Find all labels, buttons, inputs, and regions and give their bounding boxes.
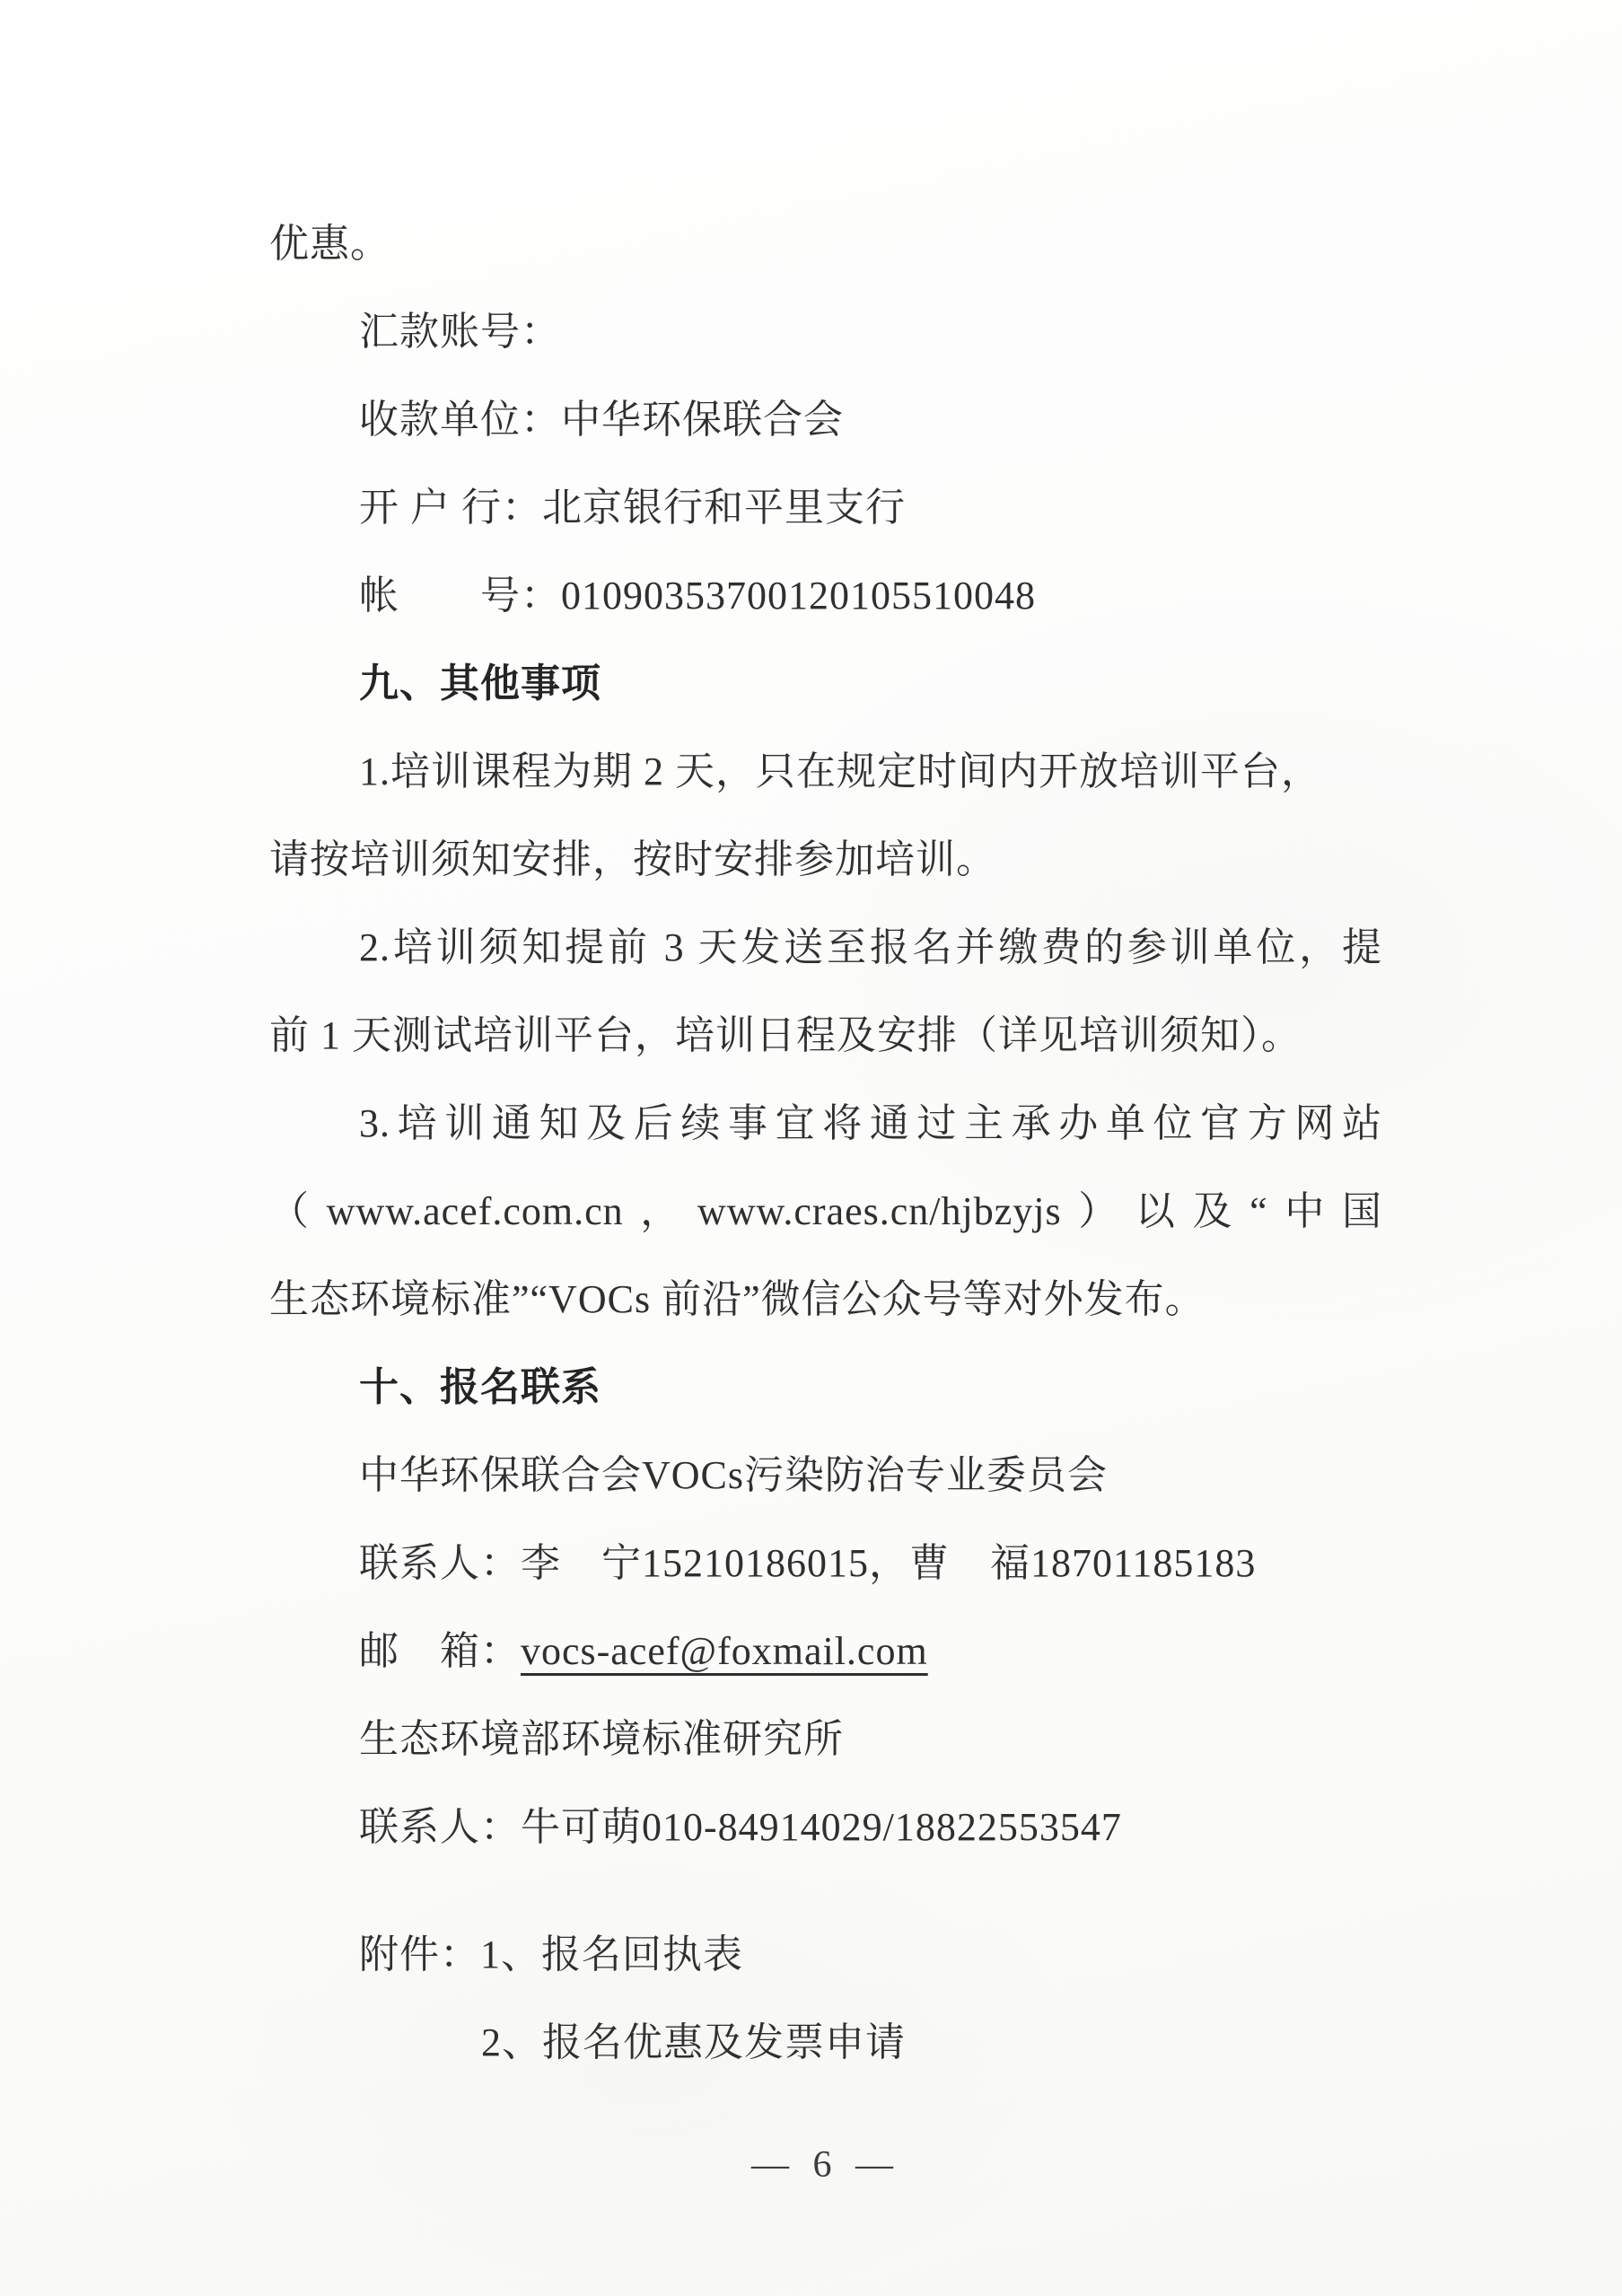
line-item2-part2: 前 1 天测试培训平台，培训日程及安排（详见培训须知）。 (269, 1013, 1302, 1057)
heading-section-9-other-matters: 九、其他事项 (359, 662, 601, 705)
email-label: 邮 箱： (359, 1629, 521, 1673)
line-payee-name: 收款单位：中华环保联合会 (359, 398, 844, 442)
line-attachment-1: 附件：1、报名回执表 (359, 1932, 743, 1976)
line-acef-vocs-committee: 中华环保联合会VOCs污染防治专业委员会 (359, 1453, 1109, 1497)
email-link[interactable]: vocs-acef@foxmail.com (521, 1629, 928, 1673)
line-item1-part1: 1.培训课程为期 2 天，只在规定时间内开放培训平台， (359, 749, 1321, 793)
line-contact-niu-kemeng: 联系人：牛可萌010-84914029/18822553547 (359, 1805, 1122, 1849)
line-bank-name: 开 户 行：北京银行和平里支行 (359, 486, 906, 530)
line-email (269, 1608, 1382, 1696)
line-environmental-standards-institute: 生态环境部环境标准研究所 (359, 1717, 844, 1761)
line-account-number: 帐 号：01090353700120105510048 (359, 574, 1036, 618)
page-number: — 6 — (751, 2144, 900, 2186)
line-contact-li-ning-cao-fu: 联系人：李 宁15210186015，曹 福18701185183 (359, 1541, 1257, 1585)
line-item3-part3: 生态环境标准”“VOCs 前沿”微信公众号等对外发布。 (269, 1277, 1206, 1321)
vertical-gap (269, 1871, 1382, 1911)
line-attachment-2: 2、报名优惠及发票申请 (481, 2020, 906, 2064)
line-item3-part1: 3.培训通知及后续事宜将通过主承办单位官方网站 (359, 1101, 1382, 1145)
line-item1-part2: 请按培训须知安排，按时安排参加培训。 (269, 837, 996, 881)
line-discount-continuation: 优惠。 (269, 222, 390, 266)
document-body (269, 200, 1382, 2087)
line-item3-part2: （www.acef.com.cn，www.craes.cn/hjbzyjs）以及“中国 (269, 1189, 1382, 1233)
line-remittance-account-label: 汇款账号： (359, 310, 561, 354)
line-item2-part1: 2.培训须知提前 3 天发送至报名并缴费的参训单位，提 (359, 925, 1382, 969)
heading-section-10-registration-contact: 十、报名联系 (359, 1365, 601, 1409)
